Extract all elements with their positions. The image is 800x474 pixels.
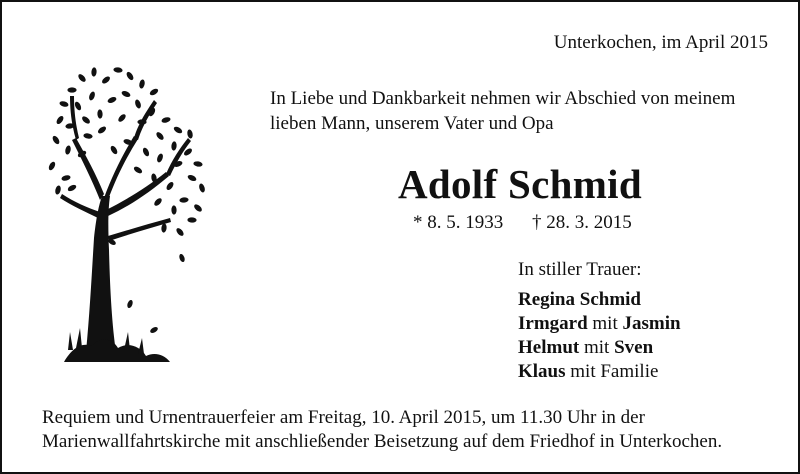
leaf-mark	[161, 116, 171, 123]
mourner-conjunction: mit	[592, 313, 618, 334]
leaf-mark	[156, 153, 164, 163]
service-line-2: Marienwallfahrtskirche mit anschließender Beisetzung auf dem Friedhof in Unterkochen.	[42, 431, 723, 452]
leaf-mark	[67, 183, 78, 192]
service-info	[42, 406, 722, 454]
leaf-mark	[97, 109, 103, 118]
mourner-line	[518, 312, 681, 336]
leaf-mark	[179, 197, 189, 203]
leaf-mark	[187, 174, 198, 183]
mourner-conjunction: mit Familie	[570, 361, 659, 382]
leaf-mark	[198, 183, 206, 193]
intro-line-1: In Liebe und Dankbarkeit nehmen wir Abschied von meinem	[270, 88, 736, 109]
mourners-label: In stiller Trauer:	[518, 259, 642, 280]
leaf-mark	[81, 115, 91, 125]
leaf-mark	[74, 101, 83, 112]
leaf-mark	[91, 67, 97, 77]
leaf-mark	[113, 67, 123, 73]
leaf-mark	[47, 161, 56, 172]
mourner-line	[518, 360, 681, 384]
leaf-mark	[125, 71, 135, 82]
death-date: † 28. 3. 2015	[532, 212, 632, 233]
leaf-mark	[173, 125, 184, 134]
leaf-mark	[64, 145, 71, 155]
mourner-name: Irmgard	[518, 313, 588, 334]
deceased-name: Adolf Schmid	[398, 161, 642, 207]
leaf-mark	[139, 79, 146, 89]
leaf-mark	[67, 87, 76, 92]
leaf-mark	[117, 113, 127, 123]
leaf-mark	[77, 73, 87, 83]
place-date: Unterkochen, im April 2015	[553, 32, 768, 53]
leaf-mark	[97, 125, 107, 135]
service-line-1: Requiem und Urnentrauerfeier am Freitag, 10. April 2015, um 11.30 Uhr in der	[42, 407, 645, 428]
leaf-mark	[107, 96, 118, 104]
leaf-mark	[175, 227, 185, 237]
leaf-mark	[61, 174, 71, 181]
birth-date: * 8. 5. 1933	[413, 212, 504, 233]
leaf-mark	[134, 99, 142, 109]
leaf-mark	[187, 129, 194, 139]
intro-line-2: lieben Mann, unserem Vater und Opa	[270, 113, 554, 134]
mourner-partner: Jasmin	[622, 313, 681, 334]
leaf-mark	[55, 115, 65, 125]
leaf-mark	[171, 141, 177, 151]
intro-text	[270, 86, 735, 136]
leaf-mark	[149, 87, 160, 96]
leaf-mark	[51, 135, 60, 146]
mourners-block	[518, 258, 681, 384]
leaf-mark	[101, 75, 111, 85]
falling-leaf-mark	[178, 253, 185, 263]
leaf-mark	[187, 217, 196, 223]
mourner-partner: Sven	[614, 337, 654, 358]
leaf-mark	[83, 133, 93, 140]
falling-leaf-mark	[149, 326, 159, 334]
tree-silhouette-icon	[42, 60, 212, 366]
leaf-mark	[193, 161, 203, 168]
mourner-conjunction: mit	[583, 337, 610, 358]
mourner-name: Regina Schmid	[518, 289, 641, 310]
leaf-mark	[88, 91, 96, 101]
leaf-mark	[193, 203, 203, 213]
leaf-mark	[153, 197, 163, 207]
leaf-mark	[133, 165, 144, 174]
leaf-mark	[142, 147, 151, 158]
leaf-mark	[109, 145, 118, 156]
leaf-mark	[54, 185, 61, 195]
leaf-mark	[59, 100, 69, 108]
life-dates	[413, 212, 632, 234]
mourner-name: Helmut	[518, 337, 580, 358]
leaf-mark	[165, 181, 175, 191]
mourner-name: Klaus	[518, 361, 566, 382]
mourner-line	[518, 288, 681, 312]
leaf-mark	[121, 90, 132, 98]
falling-leaf-mark	[126, 299, 133, 309]
mourner-line	[518, 336, 681, 360]
leaf-mark	[171, 205, 177, 214]
leaf-mark	[155, 131, 165, 141]
